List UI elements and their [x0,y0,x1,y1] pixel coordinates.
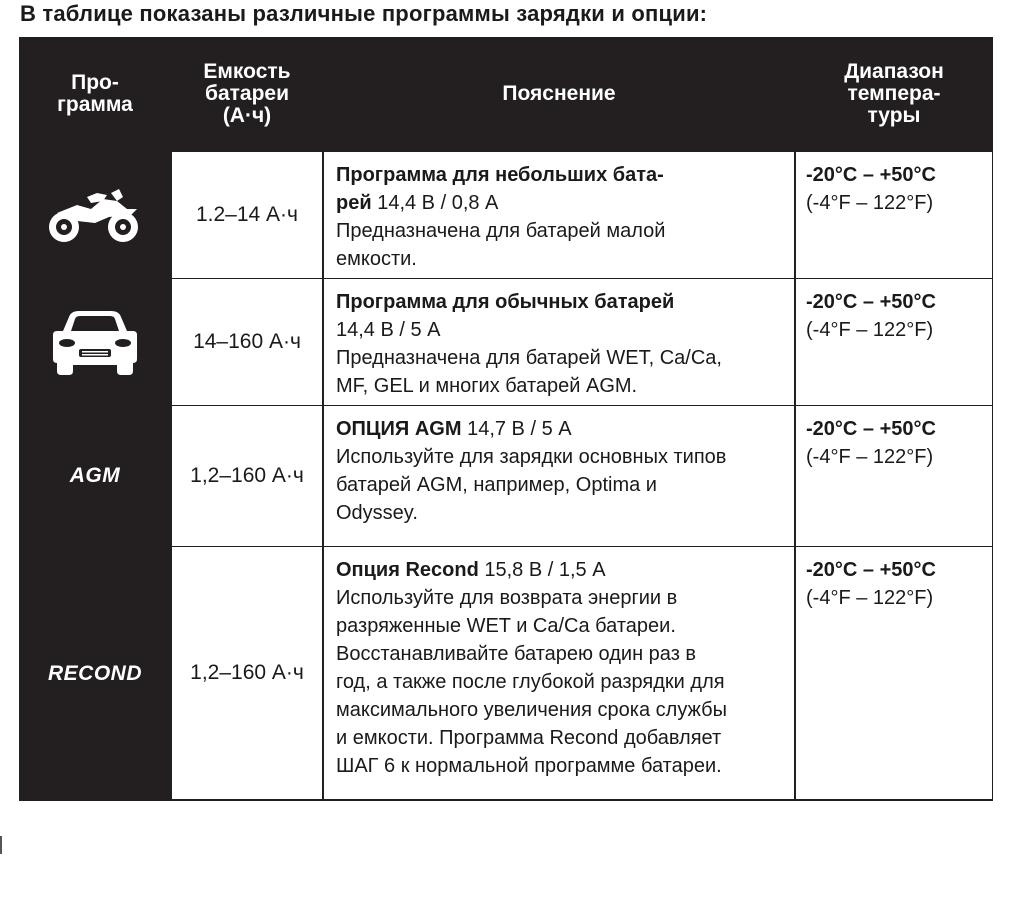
program-params: 15,8 В / 1,5 А [478,559,606,581]
capacity-value: 1,2–160 А·ч [190,661,304,684]
program-cell-row2 [19,279,171,405]
program-title: Программа для обычных батарей [336,291,675,313]
temp-range-f: (-4°F – 122°F) [806,319,934,341]
program-text: Используйте для зарядки основных типов батарей AGM, например, Optima и Odyssey. [336,446,727,524]
program-title: Программа для небольших бата- рей [336,164,664,214]
car-icon [53,309,137,375]
program-label-recond: RECOND [47,662,142,685]
motorcycle-icon [47,183,143,247]
edge-mark [0,836,2,854]
program-params: 14,7 В / 5 А [461,418,572,440]
charging-programs-table [19,37,993,801]
program-cell-row1 [19,151,171,278]
temperature-cell [796,547,992,799]
description-cell [324,547,794,799]
description-cell [324,279,794,405]
temp-range-c: -20°C – +50°C [806,164,936,186]
capacity-cell [172,152,322,278]
capacity-cell [172,547,322,799]
program-cell-row4 [19,547,171,801]
temp-range-c: -20°C – +50°C [806,291,936,313]
temp-range-f: (-4°F – 122°F) [806,192,934,214]
program-text: Предназначена для батарей WET, Ca/Ca, MF, GEL и многих батарей AGM. [336,347,722,397]
header-capacity: Емкость батареи (А·ч) [203,60,291,127]
header-program: Про- грамма [57,71,133,116]
temp-range-c: -20°C – +50°C [806,418,936,440]
temperature-cell [796,406,992,546]
header-description: Пояснение [502,82,616,105]
capacity-cell [172,279,322,405]
program-title: Опция Recond [336,559,479,581]
program-title: ОПЦИЯ AGM [336,418,462,440]
program-params: 14,4 В / 0,8 А [371,192,499,214]
description-cell [324,152,794,278]
temp-range-f: (-4°F – 122°F) [806,446,934,468]
program-cell-row3 [19,406,171,546]
program-text: Используйте для возврата энергии в разряженные WET и Ca/Ca батареи. Восстанавливайте батарею один раз в год, а также после глубокой разрядки для максимального увеличения срока службы и емкости. Программа Recond добавляет ШАГ 6 к нормальной программе батареи. [336,587,727,777]
header-temperature: Диапазон темпера- туры [844,60,944,127]
capacity-cell [172,406,322,546]
temp-range-c: -20°C – +50°C [806,559,936,581]
capacity-value: 1,2–160 А·ч [190,464,304,487]
temp-range-f: (-4°F – 122°F) [806,587,934,609]
page-heading: В таблице показаны различные программы зарядки и опции: [20,1,708,26]
capacity-value: 1.2–14 А·ч [195,203,298,226]
program-text: Предназначена для батарей малой емкости. [336,220,666,270]
temperature-cell [796,152,992,278]
temperature-cell [796,279,992,405]
program-label-agm: AGM [69,464,121,487]
description-cell [324,406,794,546]
capacity-value: 14–160 А·ч [193,330,301,353]
program-params: 14,4 В / 5 А [336,319,441,341]
